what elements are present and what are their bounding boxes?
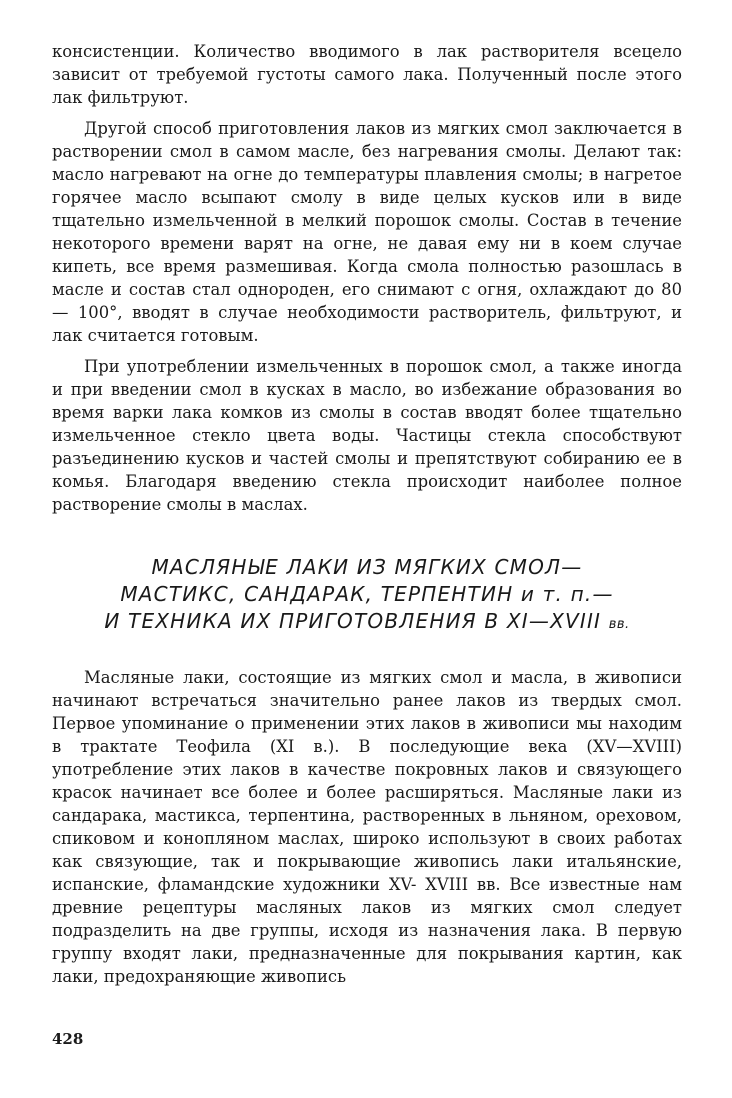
heading-line-1: МАСЛЯНЫЕ ЛАКИ ИЗ МЯГКИХ СМОЛ— [151,555,583,579]
heading-line-3-small: вв. [608,617,630,632]
paragraph-powdered-resin: При употреблении измельченных в порошок смол, а также иногда и при введении смол в кусках в масло, во избежание образования во время варки лака комков из смолы в состав вводят более тщательно измельченное стекло цвета воды. Частицы стекла способствуют разъединению кусков и частей смолы и препятствуют собиранию ее в комья. Благодаря введению стекла происходит наиболее полное растворение смолы в маслах. [52,357,682,514]
paragraph-oil-varnishes: Масляные лаки, состоящие из мягких смол и масла, в живописи начинают встречаться значительно ранее лаков из твердых смол. Первое упоминание о применении этих лаков в живописи мы находим в трактате Теофила (XI в.). В последующие века (XV—XVIII) употребление этих лаков в качестве покровных лаков и связующего красок начинает все более и более расширяться. Масляные лаки из сандарака, мастикса, терпентина, растворенных в льняном, ореховом, спиковом и конопляном маслах, широко используют в своих работах как связующие, так и покрывающие живопись лаки итальянские, испанские, фламандские художники XV- XVIII вв. Все известные нам древние рецептуры масляных лаков из мягких смол следует подразделить на две группы, исходя из назначения лака. В первую группу входят лаки, предназначенные для покрывания картин, как лаки, предохраняющие живопись [52,668,682,986]
heading-line-2: МАСТИКС, САНДАРАК, ТЕРПЕНТИН и т. п.— [120,582,614,606]
section-heading [52,554,682,638]
paragraph-continuation: консистенции. Количество вводимого в лак растворителя всецело зависит от требуемой густоты самого лака. Полученный после этого лак фильтруют. [52,42,682,107]
heading-line-3-main: И ТЕХНИКА ИХ ПРИГОТОВЛЕНИЯ В XI—XVIII [104,609,602,633]
book-page [52,40,682,988]
paragraph-soft-resin-in-oil: Другой способ приготовления лаков из мягких смол заключается в растворении смол в самом масле, без нагревания смолы. Делают так: масло нагревают на огне до температуры плавления смолы; в нагретое горячее масло всыпают смолу в виде целых кусков или в виде тщательно измельченной в мелкий порошок смолы. Состав в течение некоторого времени варят на огне, не давая ему ни в коем случае кипеть, все время размешивая. Когда смола полностью разошлась в масле и состав стал однороден, его снимают с огня, охлаждают до 80 — 100°, вводят в случае необходимости растворитель, фильтруют, и лак считается готовым. [52,119,682,345]
heading-line-3 [52,608,682,638]
page-number: 428 [52,1030,84,1048]
